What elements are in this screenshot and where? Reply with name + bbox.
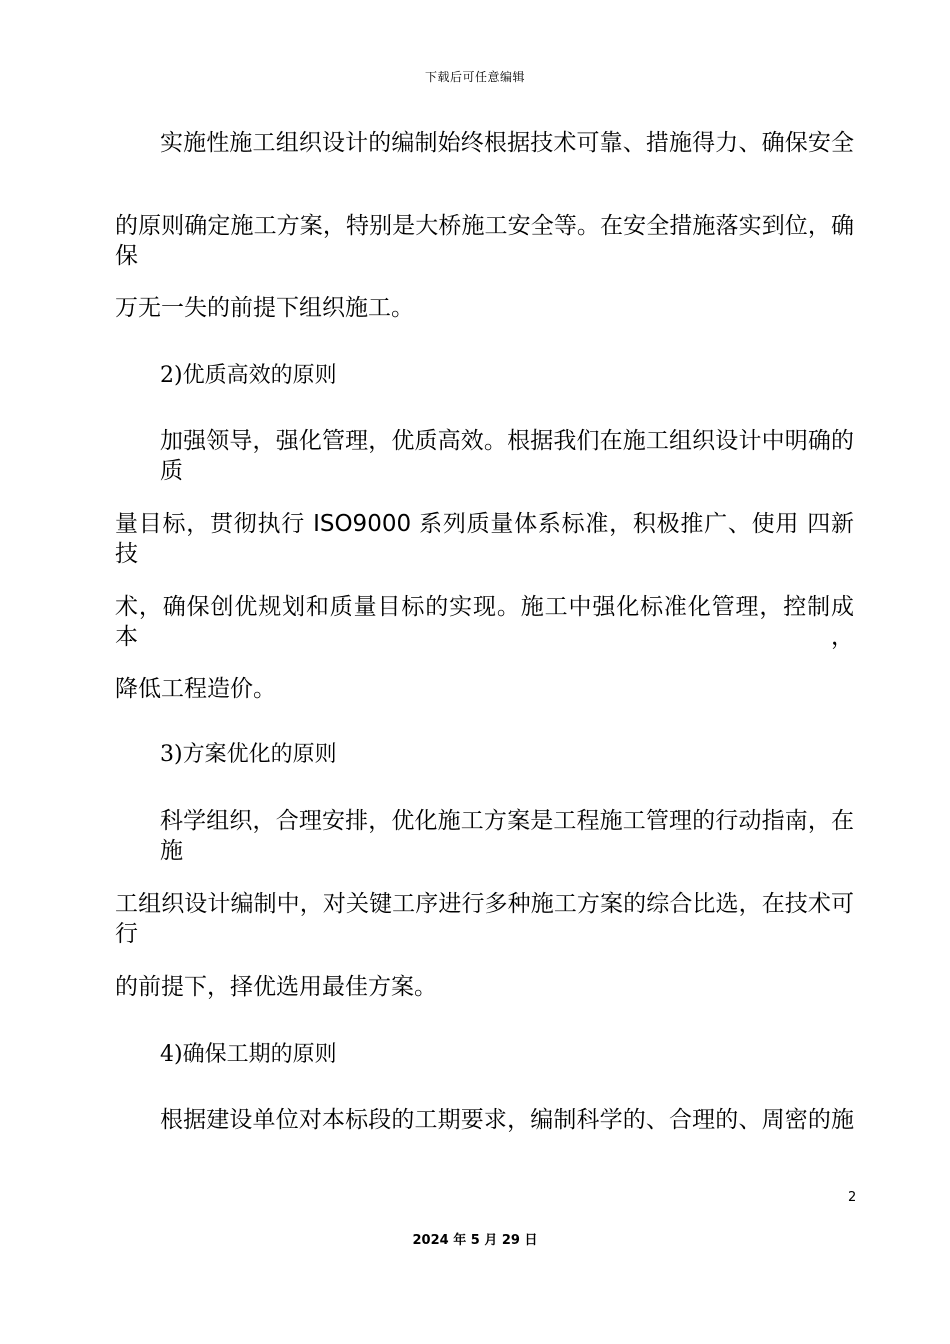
page-number: 2 (848, 1190, 857, 1205)
paragraph-line: 的原则确定施工方案，特别是大桥施工安全等。在安全措施落实到位，确保 (115, 213, 854, 269)
section-heading: 2)优质高效的原则 (160, 363, 337, 388)
paragraph-line: 的前提下，择优选用最佳方案。 (115, 974, 437, 1000)
paragraph-line: 科学组织，合理安排，优化施工方案是工程施工管理的行动指南，在施 (160, 808, 854, 864)
header-note: 下载后可任意编辑 (424, 70, 525, 84)
paragraph-line: 工组织设计编制中，对关键工序进行多种施工方案的综合比选，在技术可行 (115, 891, 854, 947)
footer-date: 2024 年 5 月 29 日 (412, 1233, 538, 1248)
section-heading: 4)确保工期的原则 (160, 1042, 337, 1067)
paragraph-line: 实施性施工组织设计的编制始终根据技术可靠、措施得力、确保安全 (160, 130, 854, 156)
paragraph-line: 万无一失的前提下组织施工。 (115, 295, 414, 321)
paragraph-line: 量目标，贯彻执行 ISO9000 系列质量体系标准，积极推广、使用 四新 技 (115, 511, 854, 567)
section-heading: 3)方案优化的原则 (160, 742, 337, 767)
paragraph-line: 降低工程造价。 (115, 676, 276, 702)
paragraph-line: 术，确保创优规划和质量目标的实现。施工中强化标准化管理，控制成本， (115, 594, 854, 650)
paragraph-line: 根据建设单位对本标段的工期要求，编制科学的、合理的、周密的施 (160, 1107, 854, 1133)
paragraph-line: 加强领导，强化管理，优质高效。根据我们在施工组织设计中明确的质 (160, 428, 854, 484)
